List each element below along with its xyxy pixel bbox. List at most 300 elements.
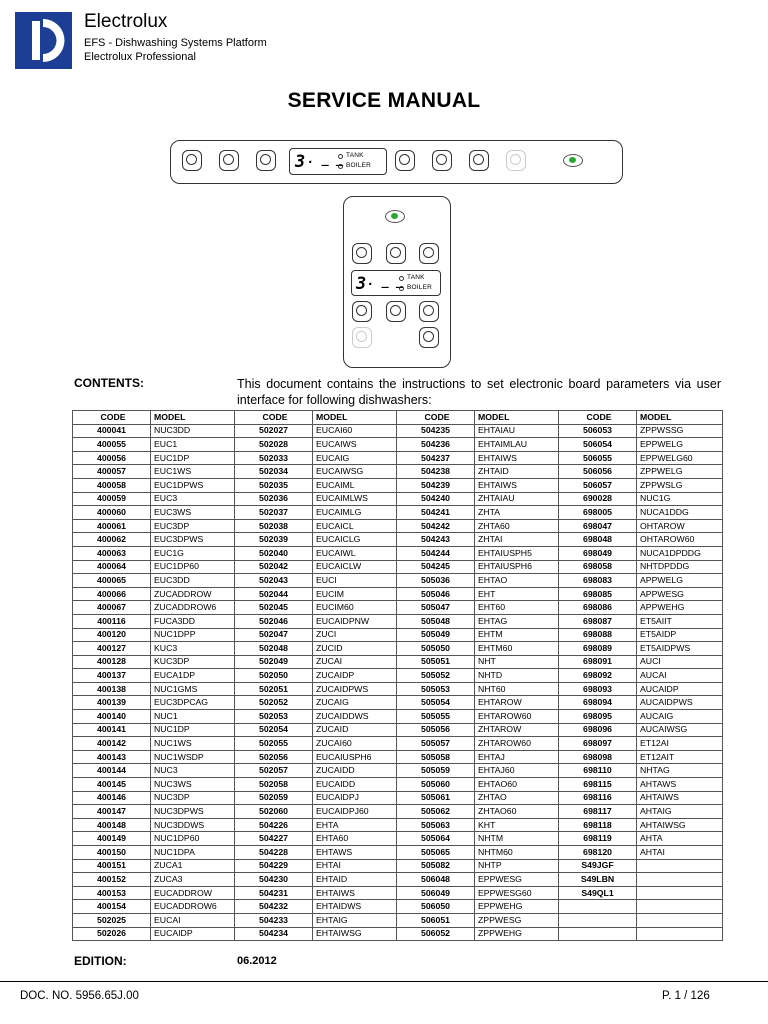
code-cell: 698048 [559, 533, 637, 547]
model-cell: AHTAIG [637, 805, 723, 819]
display-digit: 3 [356, 274, 367, 294]
model-cell: EUCAIDP [151, 927, 235, 941]
table-row [73, 791, 723, 805]
model-cell [637, 859, 723, 873]
code-cell: 505054 [397, 696, 475, 710]
code-cell: 698005 [559, 506, 637, 520]
code-cell: 400060 [73, 506, 151, 520]
model-cell: EHTAIUSPH5 [475, 546, 559, 560]
code-cell: 698089 [559, 642, 637, 656]
model-cell: EHTAIWS [475, 451, 559, 465]
code-cell: 502035 [235, 478, 313, 492]
panel-knob-icon [506, 150, 526, 171]
code-cell: 505036 [397, 574, 475, 588]
code-cell [559, 900, 637, 914]
model-cell: EUCIM60 [313, 601, 397, 615]
model-cell: ZUCA3 [151, 873, 235, 887]
panel-knob-icon [469, 150, 489, 171]
code-cell: 502028 [235, 438, 313, 452]
code-cell: 506055 [559, 451, 637, 465]
model-cell: EHTAIUSPH6 [475, 560, 559, 574]
code-cell: 400152 [73, 873, 151, 887]
model-cell: AHTA [637, 832, 723, 846]
model-cell: ZPPWELG [637, 465, 723, 479]
model-cell: EHTAIWS [313, 886, 397, 900]
code-cell: 502027 [235, 424, 313, 438]
model-cell [637, 900, 723, 914]
model-cell: NHTDPDDG [637, 560, 723, 574]
code-cell: 502034 [235, 465, 313, 479]
model-cell: NUC3 [151, 764, 235, 778]
table-row [73, 506, 723, 520]
contents-label: CONTENTS: [74, 376, 144, 390]
boiler-label: BOILER [407, 284, 433, 291]
code-cell: 400116 [73, 614, 151, 628]
table-row [73, 818, 723, 832]
model-cell: EUCAIMLG [313, 506, 397, 520]
vertical-control-panel [343, 196, 451, 368]
table-row [73, 669, 723, 683]
company-subtitle: Electrolux Professional [84, 51, 196, 63]
panel-knob-icon [352, 243, 372, 264]
table-row [73, 655, 723, 669]
table-row [73, 778, 723, 792]
model-cell: ZPPWSLG [637, 478, 723, 492]
model-cell: EHTA60 [313, 832, 397, 846]
model-cell: AUCAIDP [637, 682, 723, 696]
code-cell: 502058 [235, 778, 313, 792]
code-cell: 698047 [559, 519, 637, 533]
code-cell: 502033 [235, 451, 313, 465]
model-cell: ZHTAO60 [475, 805, 559, 819]
code-cell: 400059 [73, 492, 151, 506]
document-number: DOC. NO. 5956.65J.00 [20, 990, 139, 1002]
code-cell: 698093 [559, 682, 637, 696]
table-row [73, 682, 723, 696]
model-cell: NUC1WS [151, 737, 235, 751]
model-cell: ZUCAI [313, 655, 397, 669]
code-cell: 506048 [397, 873, 475, 887]
code-cell: 505047 [397, 601, 475, 615]
model-cell: NUC3DDWS [151, 818, 235, 832]
table-row [73, 614, 723, 628]
panel-display [351, 270, 441, 296]
code-cell: S49QL1 [559, 886, 637, 900]
code-cell: S49JGF [559, 859, 637, 873]
code-cell: 400128 [73, 655, 151, 669]
code-cell: 504226 [235, 818, 313, 832]
table-row [73, 465, 723, 479]
code-cell: 690028 [559, 492, 637, 506]
table-row [73, 533, 723, 547]
code-cell: 698096 [559, 723, 637, 737]
model-cell: ZUCAIDP [313, 669, 397, 683]
code-column-header: CODE [73, 411, 151, 425]
code-cell: 504239 [397, 478, 475, 492]
code-cell: 502053 [235, 710, 313, 724]
table-row [73, 451, 723, 465]
model-column-header: MODEL [151, 411, 235, 425]
model-cell: EUCAIWSG [313, 465, 397, 479]
code-cell: 505052 [397, 669, 475, 683]
model-cell: ZUCI [313, 628, 397, 642]
code-cell: 400149 [73, 832, 151, 846]
code-cell: 506050 [397, 900, 475, 914]
code-cell: 502052 [235, 696, 313, 710]
model-cell: NHTP [475, 859, 559, 873]
code-cell: 400143 [73, 750, 151, 764]
model-cell: NUCA1DPDDG [637, 546, 723, 560]
footer-divider [0, 981, 768, 982]
panel-display [289, 148, 387, 175]
code-cell: 400140 [73, 710, 151, 724]
model-cell: ZPPWESG [475, 913, 559, 927]
model-cell: NHT [475, 655, 559, 669]
code-cell: 504241 [397, 506, 475, 520]
code-cell: 505058 [397, 750, 475, 764]
code-cell: 698110 [559, 764, 637, 778]
table-row [73, 805, 723, 819]
power-led-icon [385, 210, 405, 223]
code-cell: 504229 [235, 859, 313, 873]
code-cell: 502060 [235, 805, 313, 819]
model-cell: EUCAIWS [313, 438, 397, 452]
model-cell: KUC3 [151, 642, 235, 656]
table-row [73, 574, 723, 588]
model-cell [637, 886, 723, 900]
code-column-header: CODE [397, 411, 475, 425]
edition-value: 06.2012 [237, 955, 277, 967]
model-cell: EHTAI [313, 859, 397, 873]
model-cell: EUC1 [151, 438, 235, 452]
table-row [73, 886, 723, 900]
code-cell: 400141 [73, 723, 151, 737]
electrolux-logo-icon [15, 12, 72, 69]
code-cell: 400063 [73, 546, 151, 560]
code-cell: 698098 [559, 750, 637, 764]
model-cell: EHT [475, 587, 559, 601]
code-cell: 504230 [235, 873, 313, 887]
page-number: P. 1 / 126 [662, 990, 710, 1002]
model-cell: ZHTAO [475, 791, 559, 805]
panel-knob-icon [256, 150, 276, 171]
code-cell: 505082 [397, 859, 475, 873]
code-cell: 504244 [397, 546, 475, 560]
code-cell: 504231 [235, 886, 313, 900]
model-cell: NUC1 [151, 710, 235, 724]
panel-knob-icon [386, 243, 406, 264]
horizontal-control-panel [170, 140, 623, 184]
panel-knob-icon [352, 327, 372, 348]
code-cell: 505050 [397, 642, 475, 656]
model-cell: EHTAJ [475, 750, 559, 764]
table-row [73, 873, 723, 887]
model-cell: AHTAIWS [637, 791, 723, 805]
code-cell: 505061 [397, 791, 475, 805]
model-cell: EUCAICLW [313, 560, 397, 574]
code-cell: 502057 [235, 764, 313, 778]
model-cell: EHTAWS [313, 846, 397, 860]
code-cell: 506056 [559, 465, 637, 479]
code-cell: 506057 [559, 478, 637, 492]
code-cell: 400139 [73, 696, 151, 710]
code-cell: 506053 [559, 424, 637, 438]
code-cell: 698049 [559, 546, 637, 560]
panel-knob-icon [386, 301, 406, 322]
model-cell: EUCAIDPJ [313, 791, 397, 805]
model-cell: EPPWELG [637, 438, 723, 452]
model-cell: EUC3 [151, 492, 235, 506]
model-cell: OHTAROW [637, 519, 723, 533]
table-row [73, 927, 723, 941]
model-cell: NUC1DPP [151, 628, 235, 642]
model-cell: EUCAIG [313, 451, 397, 465]
model-cell: AUCI [637, 655, 723, 669]
code-cell: 504240 [397, 492, 475, 506]
model-cell: EHTAIWS [475, 478, 559, 492]
model-cell: NHT60 [475, 682, 559, 696]
model-cell: NUC1DPA [151, 846, 235, 860]
code-cell: 400066 [73, 587, 151, 601]
table-row [73, 601, 723, 615]
panel-knob-icon [182, 150, 202, 171]
code-cell: 698058 [559, 560, 637, 574]
panel-knob-icon [419, 301, 439, 322]
model-cell: KHT [475, 818, 559, 832]
power-led-icon [563, 154, 583, 167]
panel-knob-icon [432, 150, 452, 171]
model-cell: NHTD [475, 669, 559, 683]
code-cell: 502047 [235, 628, 313, 642]
code-cell: 504235 [397, 424, 475, 438]
code-cell: 502036 [235, 492, 313, 506]
code-cell: 504227 [235, 832, 313, 846]
model-cell: EUC3DP [151, 519, 235, 533]
code-cell: 505057 [397, 737, 475, 751]
code-cell: 506051 [397, 913, 475, 927]
model-cell: AUCAIDPWS [637, 696, 723, 710]
model-cell: EUCAIDPNW [313, 614, 397, 628]
model-cell: AUCAIWSG [637, 723, 723, 737]
display-dashes: . _ _ [367, 274, 404, 288]
model-cell: NUCA1DDG [637, 506, 723, 520]
platform-subtitle: EFS - Dishwashing Systems Platform [84, 37, 267, 49]
model-cell: ZUCAIDDWS [313, 710, 397, 724]
code-cell: 502039 [235, 533, 313, 547]
code-cell: 400148 [73, 818, 151, 832]
code-cell: 502043 [235, 574, 313, 588]
code-cell: 698086 [559, 601, 637, 615]
code-cell: 504242 [397, 519, 475, 533]
code-cell: 502046 [235, 614, 313, 628]
code-cell: 506049 [397, 886, 475, 900]
code-cell: 505053 [397, 682, 475, 696]
table-row [73, 832, 723, 846]
code-cell: 506052 [397, 927, 475, 941]
code-cell: 698119 [559, 832, 637, 846]
code-cell [559, 913, 637, 927]
model-cell: ZUCADDROW6 [151, 601, 235, 615]
code-cell: 505049 [397, 628, 475, 642]
model-cell: EHTAO [475, 574, 559, 588]
code-cell: 504245 [397, 560, 475, 574]
model-cell: ZUCAID [313, 723, 397, 737]
code-cell: 505059 [397, 764, 475, 778]
model-cell: NUC1WSDP [151, 750, 235, 764]
code-cell: 400147 [73, 805, 151, 819]
boiler-indicator-icon [399, 286, 404, 291]
code-cell: 504236 [397, 438, 475, 452]
model-cell: ZHTAROW60 [475, 737, 559, 751]
code-cell: 505048 [397, 614, 475, 628]
code-cell: 502048 [235, 642, 313, 656]
model-cell: EUCAI [151, 913, 235, 927]
model-cell: EUCAI60 [313, 424, 397, 438]
model-cell: EHTA [313, 818, 397, 832]
code-cell: 698092 [559, 669, 637, 683]
model-cell: NUC3DPWS [151, 805, 235, 819]
code-cell: 502045 [235, 601, 313, 615]
models-table [72, 410, 723, 941]
model-cell: ZUCA1 [151, 859, 235, 873]
model-cell: ZHTA [475, 506, 559, 520]
code-cell: 502040 [235, 546, 313, 560]
model-cell: ET5AIDP [637, 628, 723, 642]
model-cell: AUCAIG [637, 710, 723, 724]
code-cell: 400056 [73, 451, 151, 465]
model-cell: ZHTAROW [475, 723, 559, 737]
code-cell: 502051 [235, 682, 313, 696]
boiler-label: BOILER [346, 162, 372, 169]
table-row [73, 750, 723, 764]
code-cell: 400138 [73, 682, 151, 696]
model-cell: ZHTAIAU [475, 492, 559, 506]
model-cell [637, 913, 723, 927]
code-cell: 698083 [559, 574, 637, 588]
table-row [73, 438, 723, 452]
table-row [73, 478, 723, 492]
code-column-header: CODE [235, 411, 313, 425]
model-cell: EHTM60 [475, 642, 559, 656]
model-cell: AHTAI [637, 846, 723, 860]
code-cell: 400065 [73, 574, 151, 588]
code-cell: 698085 [559, 587, 637, 601]
code-cell: 698120 [559, 846, 637, 860]
code-cell: 505051 [397, 655, 475, 669]
model-cell: NHTAG [637, 764, 723, 778]
code-cell: 400058 [73, 478, 151, 492]
tank-label: TANK [346, 152, 364, 159]
model-column-header: MODEL [637, 411, 723, 425]
code-cell: 400062 [73, 533, 151, 547]
document-title: SERVICE MANUAL [287, 89, 481, 112]
model-cell: ZUCAIDD [313, 764, 397, 778]
model-cell: EUC3DPWS [151, 533, 235, 547]
model-cell: ET5AIDPWS [637, 642, 723, 656]
code-cell: 506054 [559, 438, 637, 452]
table-row [73, 696, 723, 710]
model-cell: EHTAIWSG [313, 927, 397, 941]
model-cell: EUCAICLG [313, 533, 397, 547]
model-cell: EUCAICL [313, 519, 397, 533]
table-row [73, 723, 723, 737]
table-row [73, 546, 723, 560]
code-cell: 400150 [73, 846, 151, 860]
model-cell: ZUCAIDPWS [313, 682, 397, 696]
model-cell: FUCA3DD [151, 614, 235, 628]
model-cell: EPPWELG60 [637, 451, 723, 465]
model-cell: AHTAWS [637, 778, 723, 792]
model-cell: EHT60 [475, 601, 559, 615]
model-cell: EHTAROW [475, 696, 559, 710]
code-cell: 502044 [235, 587, 313, 601]
tank-indicator-icon [399, 276, 404, 281]
model-cell: EUC3DPCAG [151, 696, 235, 710]
brand-name: Electrolux [84, 11, 168, 32]
display-digit: 3 [295, 152, 306, 172]
code-cell: 400067 [73, 601, 151, 615]
code-cell: 502054 [235, 723, 313, 737]
model-cell: EUCIM [313, 587, 397, 601]
code-cell: 505063 [397, 818, 475, 832]
table-row [73, 519, 723, 533]
model-cell: EUC1DP60 [151, 560, 235, 574]
code-cell: 698094 [559, 696, 637, 710]
code-cell: 698097 [559, 737, 637, 751]
model-cell: ZUCAI60 [313, 737, 397, 751]
model-cell: EUC1DP [151, 451, 235, 465]
model-cell: ET5AIIT [637, 614, 723, 628]
model-column-header: MODEL [475, 411, 559, 425]
code-cell: 505056 [397, 723, 475, 737]
edition-label: EDITION: [74, 954, 127, 968]
code-cell: 400127 [73, 642, 151, 656]
code-cell: 504238 [397, 465, 475, 479]
model-cell: APPWEHG [637, 601, 723, 615]
model-cell: NUC3DD [151, 424, 235, 438]
code-cell: 698095 [559, 710, 637, 724]
model-cell: AHTAIWSG [637, 818, 723, 832]
model-cell: NHTM60 [475, 846, 559, 860]
code-cell: S49LBN [559, 873, 637, 887]
table-row [73, 859, 723, 873]
table-row [73, 492, 723, 506]
model-cell: EHTAIAU [475, 424, 559, 438]
model-cell: EHTAIDWS [313, 900, 397, 914]
model-cell: EHTAG [475, 614, 559, 628]
code-cell: 698116 [559, 791, 637, 805]
code-cell: 505060 [397, 778, 475, 792]
model-cell: ET12AIT [637, 750, 723, 764]
model-cell: NUC1DP [151, 723, 235, 737]
model-cell [637, 927, 723, 941]
model-cell: EPPWESG [475, 873, 559, 887]
table-row [73, 628, 723, 642]
code-cell: 502038 [235, 519, 313, 533]
code-cell: 698091 [559, 655, 637, 669]
code-cell: 502025 [73, 913, 151, 927]
model-cell: KUC3DP [151, 655, 235, 669]
code-cell: 400064 [73, 560, 151, 574]
table-row [73, 587, 723, 601]
model-cell: ZPPWEHG [475, 927, 559, 941]
code-cell: 504237 [397, 451, 475, 465]
model-cell: EUCADDROW [151, 886, 235, 900]
code-cell: 502055 [235, 737, 313, 751]
code-cell: 698087 [559, 614, 637, 628]
panel-knob-icon [419, 327, 439, 348]
code-cell: 504233 [235, 913, 313, 927]
